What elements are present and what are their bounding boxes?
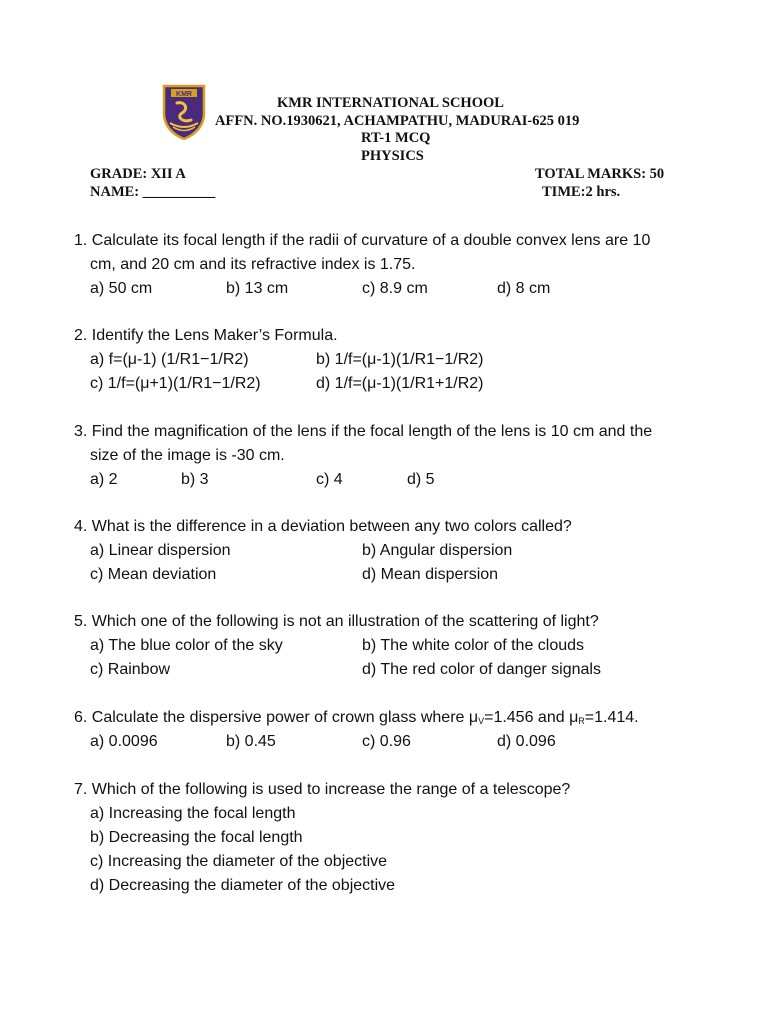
q7-option-b: b) Decreasing the focal length [90,829,303,846]
total-marks: TOTAL MARKS: 50 [535,166,665,182]
q7-option-a: a) Increasing the focal length [90,805,296,822]
test-title: RT-1 MCQ [361,130,431,146]
q7-option-c: c) Increasing the diameter of the objective [90,853,388,870]
q6-sub-r: R [578,716,585,726]
q5-option-c: c) Rainbow [90,661,171,678]
q4-option-b: b) Angular dispersion [362,542,513,559]
q6-option-c: c) 0.96 [362,733,411,750]
logo-text: KMR [176,91,192,98]
q6-text-part-1: 6. Calculate the dispersive power of crown glass where μ [74,709,479,726]
q2-option-a: a) f=(μ-1) (1/R1−1/R2) [90,351,249,368]
question-6-text [74,706,639,733]
q4-option-d: d) Mean dispersion [362,566,499,583]
question-7-text: 7. Which of the following is used to increase the range of a telescope? [74,781,571,798]
question-1-text: 1. Calculate its focal length if the radii of curvature of a double convex lens are 10 [74,232,651,249]
q3-option-c: c) 4 [316,471,343,488]
q1-option-a: a) 50 cm [90,280,153,297]
school-affiliation: AFFN. NO.1930621, ACHAMPATHU, MADURAI-625 019 [215,113,580,129]
q2-option-d: d) 1/f=(μ-1)(1/R1+1/R2) [316,375,484,392]
q5-option-a: a) The blue color of the sky [90,637,283,654]
grade-label: GRADE: XII A [90,166,186,182]
q5-option-d: d) The red color of danger signals [362,661,601,678]
time-label: TIME:2 hrs. [542,184,621,200]
q6-text-part-3: =1.414. [584,709,639,726]
q2-option-b: b) 1/f=(μ-1)(1/R1−1/R2) [316,351,484,368]
q6-text-part-2: =1.456 and μ [484,709,579,726]
q6-option-a: a) 0.0096 [90,733,158,750]
q4-option-a: a) Linear dispersion [90,542,231,559]
school-logo [161,83,207,141]
question-4-text: 4. What is the difference in a deviation between any two colors called? [74,518,572,535]
question-2-text: 2. Identify the Lens Maker’s Formula. [74,327,338,344]
q6-option-d: d) 0.096 [497,733,556,750]
q1-option-d: d) 8 cm [497,280,551,297]
q1-option-c: c) 8.9 cm [362,280,428,297]
name-field: NAME: __________ [90,184,216,200]
school-name: KMR INTERNATIONAL SCHOOL [277,95,504,111]
q1-option-b: b) 13 cm [226,280,289,297]
question-3-text-cont: size of the image is -30 cm. [90,447,285,464]
q3-option-a: a) 2 [90,471,118,488]
q2-option-c: c) 1/f=(μ+1)(1/R1−1/R2) [90,375,261,392]
question-1-text-cont: cm, and 20 cm and its refractive index is 1.75. [90,256,416,273]
subject-title: PHYSICS [361,148,424,164]
q6-sub-v: V [478,716,485,726]
q7-option-d: d) Decreasing the diameter of the objective [90,877,396,894]
q4-option-c: c) Mean deviation [90,566,217,583]
question-3-text: 3. Find the magnification of the lens if the focal length of the lens is 10 cm and the [74,423,653,440]
q3-option-b: b) 3 [181,471,209,488]
question-5-text: 5. Which one of the following is not an illustration of the scattering of light? [74,613,599,630]
q3-option-d: d) 5 [407,471,435,488]
q6-option-b: b) 0.45 [226,733,276,750]
q5-option-b: b) The white color of the clouds [362,637,585,654]
